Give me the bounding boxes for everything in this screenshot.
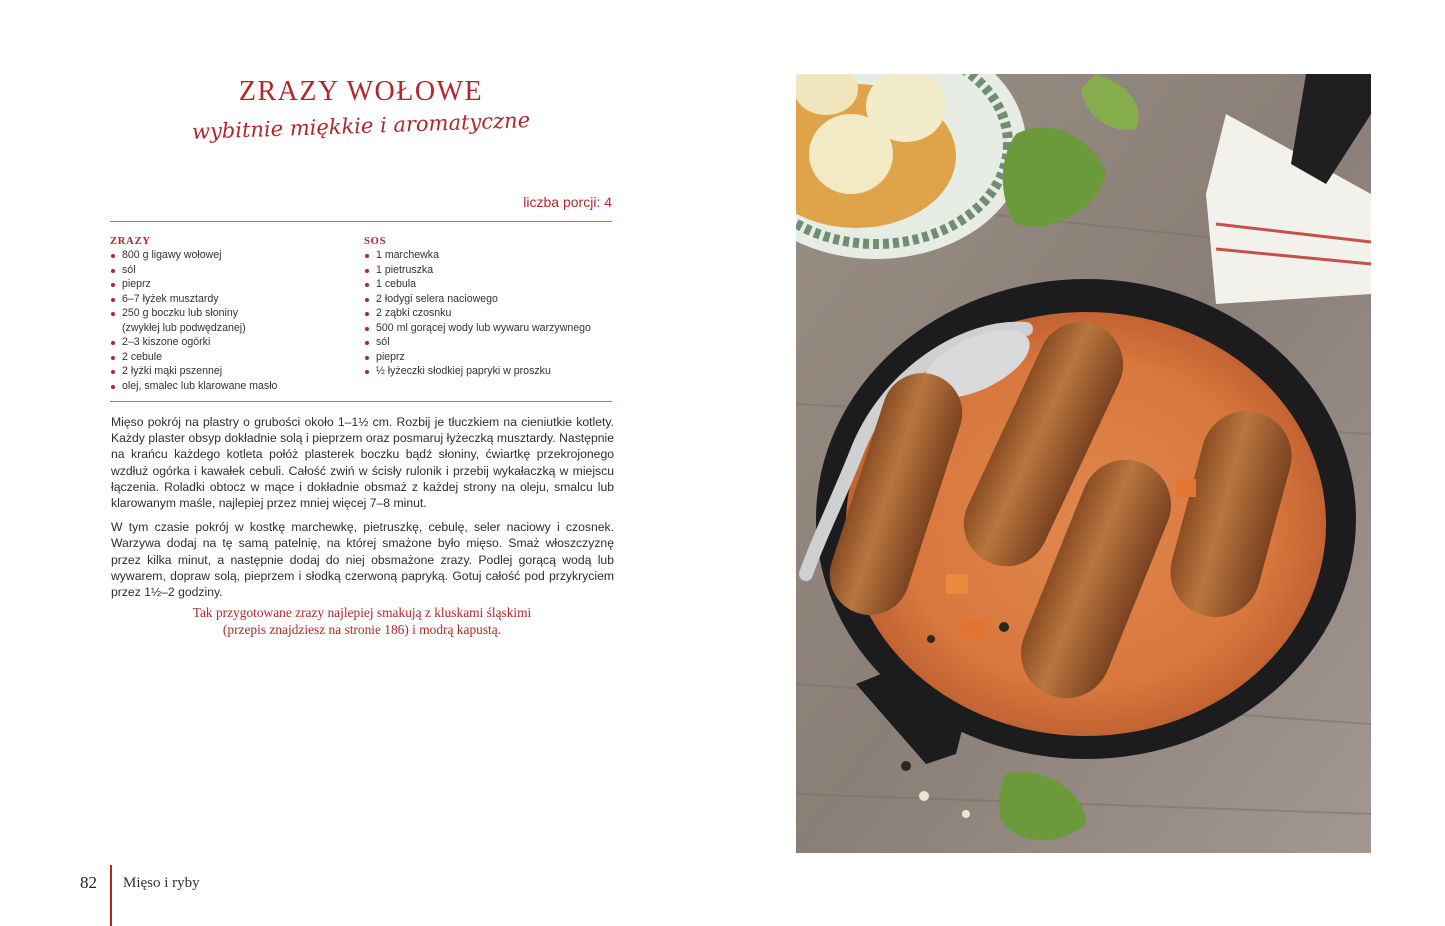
ingredient-item: 2 cebule [110,350,350,365]
peppercorn [919,791,929,801]
instruction-paragraph: W tym czasie pokrój w kostkę marchewkę, pietruszkę, cebulę, seler naciowy i czosnek. Warzywa dodaj na tę samą patelnię, na której smażone było mięso. Smaż włoszczyznę przez kilka minut, a następnie dodaj do niej obsmażone zrazy. Podlej gorącą wodą lub wywarem, dopraw solą, pieprzem i słodką czerwoną papryką. Gotuj całość pod przykryciem przez 1½–2 godziny. [111,520,614,600]
ingredient-item: 2 ząbki czosnku [364,306,614,321]
recipe-subtitle: wybitnie miękkie i aromatyczne [191,108,531,144]
tip-line: (przepis znajdziesz na stronie 186) i modrą kapustą. [222,622,502,637]
footer-divider [110,865,112,926]
dumpling [809,114,893,194]
instruction-paragraph: Mięso pokrój na plastry o grubości około 1–1½ cm. Rozbij je tłuczkiem na cieniutkie kotlety. Każdy plaster obsyp dokładnie solą i pieprzem oraz posmaruj łyżeczką musztardy. Następnie na krańcu każdego kotleta połóż plasterek boczku bądź słoniny, ćwiartkę przekrojonego wzdłuż ogórka i kawałek cebuli. Całość zwiń w ścisły rulonik i przebij wykałaczką w miejscu łączenia. Roladki obtocz w mące i dokładnie obsmaż z każdej strony na oleju, smalcu lub klarowanym maśle, najlepiej przez mniej więcej 7–8 minut. [111,415,614,511]
ingredient-item: olej, smalec lub klarowane masło [110,379,350,394]
ingredients-heading: ZRAZY [110,236,151,247]
ingredient-item: 500 ml gorącej wody lub wywaru warzywnego [364,321,614,336]
ingredient-item: 800 g ligawy wołowej [110,248,350,263]
ingredient-item: 1 cebula [364,277,614,292]
carrot-cube [961,619,985,639]
ingredient-item: sól [110,263,350,278]
instructions [111,414,614,608]
ingredient-item: 2 łyżki mąki pszennej [110,364,350,379]
recipe-title: ZRAZY WOŁOWE [238,76,484,107]
tip-line: Tak przygotowane zrazy najlepiej smakują z kluskami śląskimi [192,605,532,620]
ingredient-item: 2 łodygi selera naciowego [364,292,614,307]
ingredient-item: 1 marchewka [364,248,614,263]
peppercorn [962,810,970,818]
ingredient-item: ½ łyżeczki słodkiej papryki w proszku [364,364,614,379]
ingredient-list [364,248,614,379]
ingredient-item: 2–3 kiszone ogórki [110,335,350,350]
divider-bottom [110,401,612,402]
carrot-cube [1176,479,1196,497]
dish-photo [796,74,1371,853]
serving-tip [150,604,574,638]
peppercorn [901,761,911,771]
ingredient-item: pieprz [364,350,614,365]
peppercorn [999,622,1009,632]
ingredient-item: 1 pietruszka [364,263,614,278]
peppercorn [927,635,935,643]
ingredients-zrazy [110,235,350,393]
page-number: 82 [80,873,97,892]
ingredient-item: pieprz [110,277,350,292]
divider-top [110,221,612,222]
dish-illustration [796,74,1371,853]
ingredient-item: sól [364,335,614,350]
ingredient-item: 6–7 łyżek musztardy [110,292,350,307]
section-name: Mięso i ryby [123,875,200,891]
ingredient-item [110,306,350,335]
portions-label: liczba porcji: 4 [523,194,612,210]
ingredient-note: (zwykłej lub podwędzanej) [122,321,246,334]
ingredient-text: 250 g boczku lub słoniny [122,307,239,319]
carrot-cube [946,574,968,594]
ingredients-heading: SOS [364,236,387,247]
ingredient-list [110,248,350,393]
ingredients-sos [364,235,614,379]
